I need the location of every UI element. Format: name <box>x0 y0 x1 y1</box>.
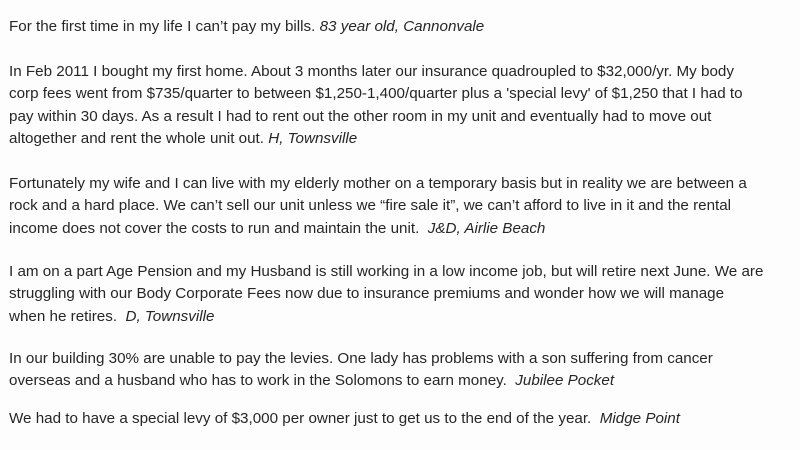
testimonial-paragraph <box>9 61 793 151</box>
testimonial-paragraph <box>9 173 793 240</box>
testimonial-attribution: J&D, Airlie Beach <box>427 219 546 237</box>
testimonial-text: overseas and a husband who has to work in the Solomons to earn money. <box>9 372 507 390</box>
testimonial-attribution: H, Townsville <box>268 130 358 148</box>
testimonial-text: altogether and rent the whole unit out. <box>9 130 264 148</box>
testimonial-line: In our building 30% are unable to pay the levies. One lady has problems with a son suffering from cancer <box>9 350 713 367</box>
testimonial-attribution: D, Townsville <box>125 307 215 325</box>
testimonial-paragraph <box>9 16 793 38</box>
testimonial-text: when he retires. <box>9 307 118 325</box>
testimonial-line: rock and a hard place. We can’t sell our unit unless we “fire sale it”, we can’t afford to live in it and the rental <box>9 197 732 215</box>
testimonial-line: Fortunately my wife and I can live with my elderly mother on a temporary basis but in reality we are between a <box>9 175 747 192</box>
testimonial-attribution: Midge Point <box>599 410 680 427</box>
testimonial-text: income does not cover the costs to run and maintain the unit. <box>9 219 420 237</box>
testimonial-attribution: Jubilee Pocket <box>515 372 615 390</box>
testimonial-paragraph <box>9 348 793 393</box>
testimonial-paragraph <box>9 261 793 328</box>
testimonial-attribution: 83 year old, Cannonvale <box>319 18 485 35</box>
testimonial-line: In Feb 2011 I bought my first home. About 3 months later our insurance quadroupled to $32,000/yr. My body <box>9 63 734 80</box>
testimonial-line: corp fees went from $735/quarter to between $1,250-1,400/quarter plus a 'special levy' of $1,250 that I had to <box>9 85 743 103</box>
testimonial-line: struggling with our Body Corporate Fees now due to insurance premiums and wonder how we will manage <box>9 285 725 303</box>
testimonial-line: I am on a part Age Pension and my Husband is still working in a low income job, but will retire next June. We are <box>9 263 764 280</box>
testimonial-text: For the first time in my life I can’t pay my bills. <box>9 18 316 35</box>
testimonial-paragraph <box>9 408 793 430</box>
testimonial-line: pay within 30 days. As a result I had to rent out the other room in my unit and eventually had to move out <box>9 107 712 125</box>
testimonial-text: We had to have a special levy of $3,000 per owner just to get us to the end of the year. <box>9 410 592 427</box>
